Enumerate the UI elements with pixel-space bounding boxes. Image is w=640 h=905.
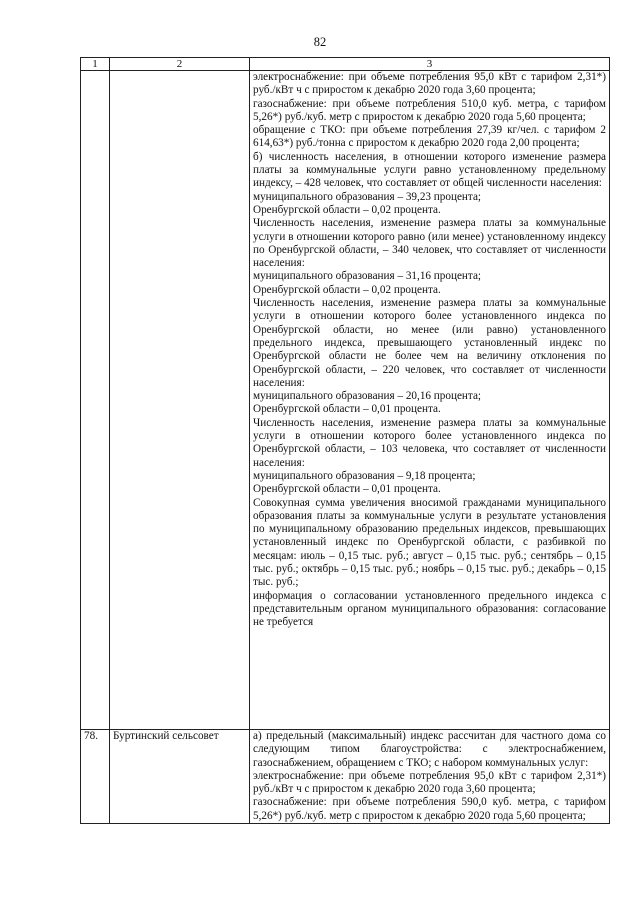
document-table bbox=[80, 57, 610, 824]
paragraph: Совокупная сумма увеличения вносимой гражданами муниципального образования платы за коммунальные услуги в результате установления по муниципальному образованию предельных индексов, превышающих установленный индекс по Оренбургской области, с разбивкой по месяцам: июль – 0,15 тыс. руб.; август – 0,15 тыс. руб.; сентябрь – 0,15 тыс. руб.; октябрь – 0,15 тыс. руб.; ноябрь – 0,15 тыс. руб.; декабрь – 0,15 тыс. руб.; bbox=[253, 496, 606, 589]
paragraph: муниципального образования – 39,23 процента; bbox=[253, 190, 482, 203]
paragraph: Оренбургской области – 0,01 процента. bbox=[253, 483, 441, 496]
paragraph: муниципального образования – 9,18 процента; bbox=[253, 469, 476, 482]
row-number-cell bbox=[81, 71, 110, 730]
paragraph: муниципального образования – 20,16 процента; bbox=[253, 390, 482, 403]
paragraph: Оренбургской области – 0,02 процента. bbox=[253, 203, 441, 216]
municipality-name-cell bbox=[110, 71, 250, 730]
paragraph: Численность населения, изменение размера платы за коммунальные услуги в отношении которого более установленного индекса по Оренбургской области, – 103 человека, что составляет от численности населения: bbox=[253, 416, 606, 469]
paragraph: б) численность населения, в отношении которого изменение размера платы за коммунальные услуги равно установленному предельному индексу, – 428 человек, что составляет от общей численности населения: bbox=[253, 150, 606, 190]
paragraph: газоснабжение: при объеме потребления 510,0 куб. метра, с тарифом 5,26*) руб./куб. метр с приростом к декабрю 2020 года 5,60 процента; bbox=[253, 97, 606, 123]
municipality-name-cell: Буртинский сельсовет bbox=[110, 730, 250, 824]
table-header-row bbox=[81, 58, 610, 71]
page-number: 82 bbox=[313, 35, 327, 49]
paragraph: а) предельный (максимальный) индекс рассчитан для частного дома со следующим типом благоустройства: с электроснабжением, газоснабжением, обращением с ТКО; с набором коммунальных услуг: bbox=[253, 730, 606, 769]
column-header-1: 1 bbox=[81, 58, 110, 71]
paragraph: Численность населения, изменение размера платы за коммунальные услуги в отношении которого более установленного индекса по Оренбургской области, но менее (или равно) установленного предельного индекса, превышающего установленный индекс по Оренбургской области не более чем на величину отклонения по Оренбургской области, – 220 человек, что составляет от численности населения: bbox=[253, 297, 606, 389]
paragraph: информация о согласовании установленного предельного индекса с представительным органом муниципального образования: согласование не требуется bbox=[253, 589, 606, 629]
column-header-2: 2 bbox=[110, 58, 250, 71]
row-number-cell: 78. bbox=[81, 730, 110, 824]
paragraph: Численность населения, изменение размера платы за коммунальные услуги в отношении которого равно (или менее) установленному индексу по Оренбургской области, – 340 человек, что составляет от численности населения: bbox=[253, 217, 606, 270]
description-cell bbox=[250, 71, 610, 730]
column-header-3: 3 bbox=[250, 58, 610, 71]
paragraph: муниципального образования – 31,16 процента; bbox=[253, 270, 482, 283]
paragraph: электроснабжение: при объеме потребления 95,0 кВт с тарифом 2,31*) руб./кВт ч с приростом к декабрю 2020 года 3,60 процента; bbox=[253, 769, 606, 796]
paragraph: обращение с ТКО: при объеме потребления 27,39 кг/чел. с тарифом 2 614,63*) руб./тонна с приростом к декабрю 2020 года 2,00 процента; bbox=[253, 124, 606, 150]
paragraph: Оренбургской области – 0,02 процента. bbox=[253, 283, 441, 296]
table-row bbox=[81, 71, 610, 730]
table-row bbox=[81, 730, 610, 824]
paragraph: электроснабжение: при объеме потребления 95,0 кВт с тарифом 2,31*) руб./кВт ч с приростом к декабрю 2020 года 3,60 процента; bbox=[253, 71, 606, 97]
paragraph: газоснабжение: при объеме потребления 590,0 куб. метра, с тарифом 5,26*) руб./куб. метр с приростом к декабрю 2020 года 5,60 процента; bbox=[253, 796, 606, 822]
paragraph: Оренбургской области – 0,01 процента. bbox=[253, 403, 441, 416]
description-cell bbox=[250, 730, 610, 824]
